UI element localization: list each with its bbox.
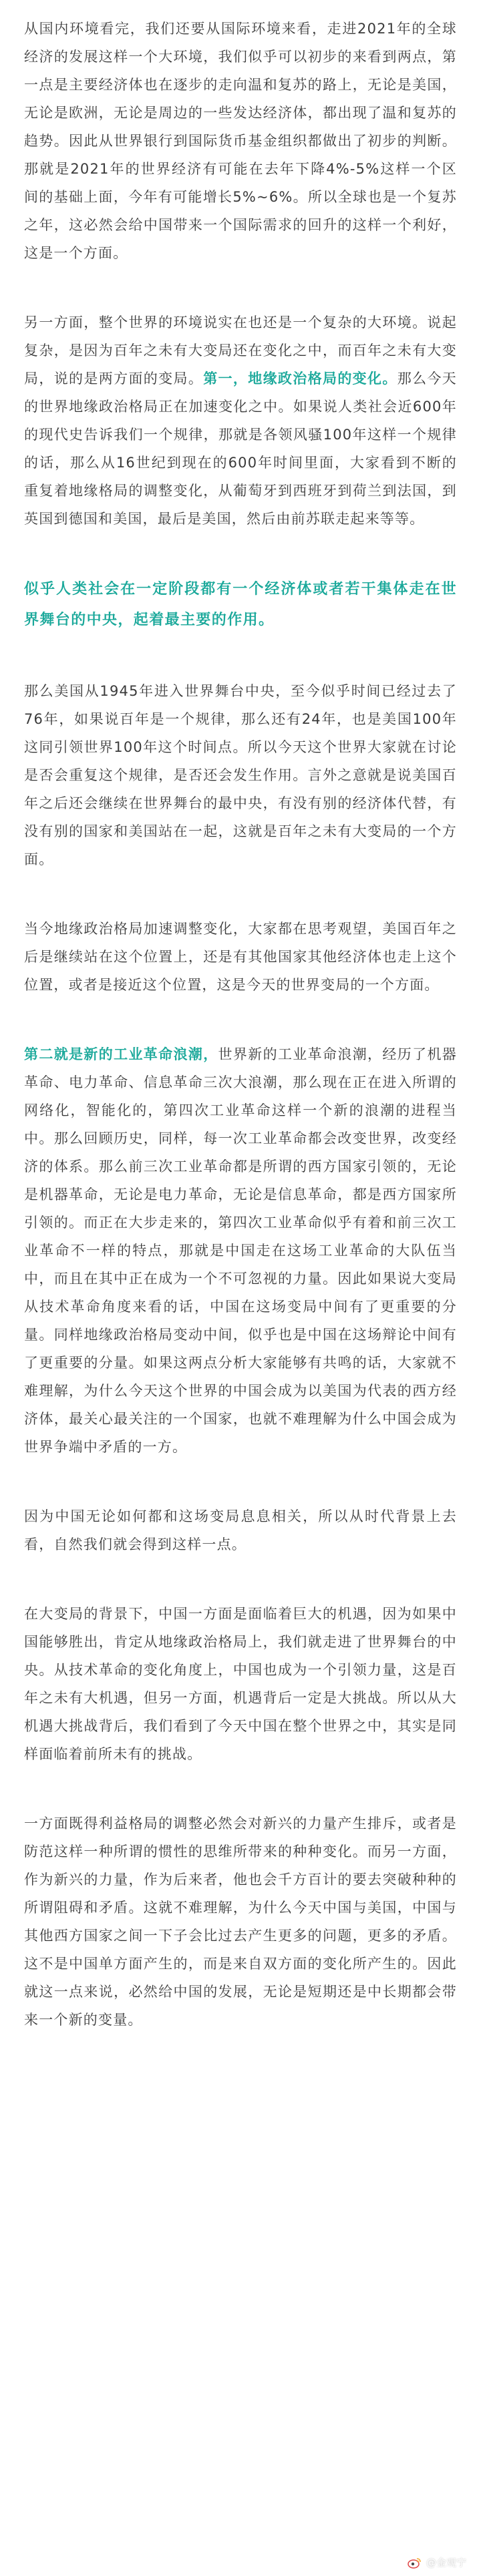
weibo-icon <box>408 2557 422 2569</box>
article-paragraph <box>24 1040 457 1461</box>
highlight-callout: 似乎人类社会在一定阶段都有一个经济体或者若干集体走在世界舞台的中央，起着最主要的作用。 <box>24 581 457 628</box>
paragraph-text: 从国内环境看完，我们还要从国际环境来看，走进2021年的全球经济的发展这样一个大环境，我们似乎可以初步的来看到两点，第一点是主要经济体也在逐步的走向温和复苏的路上，无论是美国，无论是欧洲，无论是周边的一些发达经济体，都出现了温和复苏的趋势。因此从世界银行到国际货币基金组织都做出了初步的判断。那就是2021年的世界经济有可能在去年下降4%-5%这样一个区间的基础上面，今年有可能增长5%~6%。所以全球也是一个复苏之年，这必然会给中国带来一个国际需求的回升的这样一个利好，这是一个方面。 <box>24 21 457 261</box>
highlighted-heading: 第一，地缘政治格局的变化。 <box>203 371 397 387</box>
paragraph-text: 那么今天的世界地缘政治格局正在加速变化之中。如果说人类社会近600年的现代史告诉我们一个规律，那就是各领风骚100年这样一个规律的话，那么从16世纪到现在的600年时间里面，大家看到不断的重复着地缘格局的调整变化，从葡萄牙到西班牙到荷兰到法国，到英国到德国和美国，最后是美国，然后由前苏联走起来等等。 <box>24 371 457 527</box>
paragraph-text: 另一方面，整个世界的环境说实在也还是一个复杂的大环境。说起复杂，是因为百年之未有大变局还在变化之中，而百年之未有大变局，说的是两方面的变局。 <box>24 314 457 387</box>
article-paragraph <box>24 1502 457 1558</box>
watermark <box>408 2555 466 2569</box>
article-paragraph <box>24 15 457 267</box>
paragraph-text: 在大变局的背景下，中国一方面是面临着巨大的机遇，因为如果中国能够胜出，肯定从地缘政治格局上，我们就走进了世界舞台的中央。从技术革命的变化角度上，中国也成为一个引领力量，这是百年之未有大机遇，但另一方面，机遇背后一定是大挑战。所以从大机遇大挑战背后，我们看到了今天中国在整个世界之中，其实是同样面临着前所未有的挑战。 <box>24 1606 457 1762</box>
article-paragraph <box>24 677 457 873</box>
paragraph-text: 因为中国无论如何都和这场变局息息相关，所以从时代背景上去看，自然我们就会得到这样一点。 <box>24 1508 457 1552</box>
highlighted-heading: 第二就是新的工业革命浪潮， <box>24 1046 218 1062</box>
paragraph-text: 世界新的工业革命浪潮，经历了机器革命、电力革命、信息革命三次大浪潮，那么现在正在进入所谓的网络化，智能化的，第四次工业革命这样一个新的浪潮的进程当中。那么回顾历史，同样，每一次工业革命都会改变世界，改变经济的体系。那么前三次工业革命都是所谓的西方国家引领的，无论是机器革命，无论是电力革命，无论是信息革命，都是西方国家所引领的。而正在大步走来的，第四次工业革命似乎有着和前三次工业革命不一样的特点，那就是中国走在这场工业革命的大队伍当中，而且在其中正在成为一个不可忽视的力量。因此如果说大变局从技术革命角度来看的话，中国在这场变局中间有了更重要的分量。同样地缘政治格局变动中间，似乎也是中国在这场辩论中间有了更重要的分量。如果这两点分析大家能够有共鸣的话，大家就不难理解，为什么今天这个世界的中国会成为以美国为代表的西方经济体，最关心最关注的一个国家，也就不难理解为什么中国会成为世界争端中矛盾的一方。 <box>24 1046 457 1455</box>
paragraph-text: 当今地缘政治格局加速调整变化，大家都在思考观望，美国百年之后是继续站在这个位置上，还是有其他国家其他经济体也走上这个位置，或者是接近这个位置，这是今天的世界变局的一个方面。 <box>24 921 457 993</box>
article-paragraph <box>24 308 457 533</box>
article-body-bottom <box>24 677 457 2034</box>
article-body-top <box>24 15 457 533</box>
paragraph-text: 一方面既得利益格局的调整必然会对新兴的力量产生排斥，或者是防范这样一种所谓的惯性的思维所带来的种种变化。而另一方面，作为新兴的力量，作为后来者，他也会千方百计的要去突破种种的所谓阻碍和矛盾。这就不难理解，为什么今天中国与美国，中国与其他西方国家之间一下子会比过去产生更多的问题，更多的矛盾。这不是中国单方面产生的，而是来自双方面的变化所产生的。因此就这一点来说，必然给中国的发展，无论是短期还是中长期都会带来一个新的变量。 <box>24 1815 457 2028</box>
paragraph-text: 那么美国从1945年进入世界舞台中央，至今似乎时间已经过去了76年，如果说百年是一个规律，那么还有24年，也是美国100年这同引领世界100年这个时间点。所以今天这个世界大家就在讨论是否会重复这个规律，是否还会发生作用。言外之意就是说美国百年之后还会继续在世界舞台的最中央，有没有别的经济体代替，有没有别的国家和美国站在一起，这就是百年之未有大变局的一个方面。 <box>24 683 457 867</box>
article-paragraph <box>24 915 457 999</box>
article-paragraph <box>24 1600 457 1768</box>
article-paragraph <box>24 1809 457 2034</box>
watermark-text: @金观宁 <box>426 2557 466 2569</box>
